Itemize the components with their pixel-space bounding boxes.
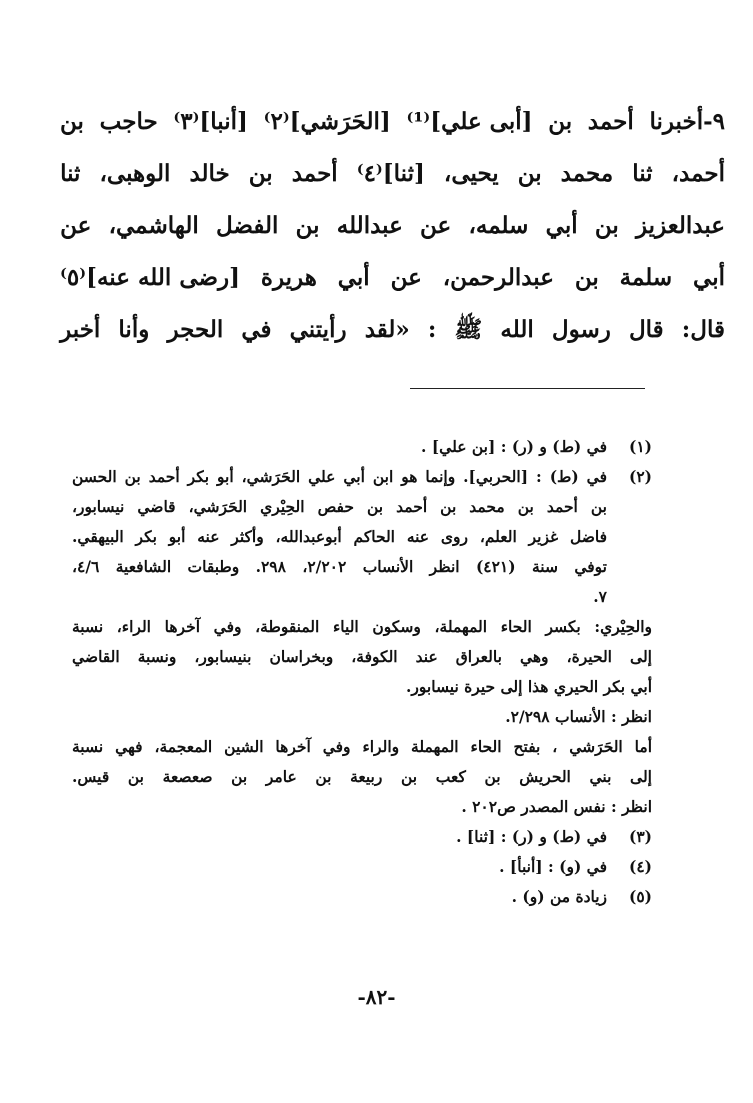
word: بن xyxy=(248,160,273,187)
text-line-rest xyxy=(60,96,703,148)
word: سلمه، xyxy=(468,212,529,239)
footnote-line: إلى بني الحريش بن كعب بن ربيعة بن عامر بن صعصعة بن قيس. xyxy=(72,767,652,786)
footnote-body xyxy=(72,822,607,852)
footnote-line: ٧. xyxy=(593,587,607,606)
word: أبي xyxy=(693,264,725,291)
word: عن xyxy=(390,264,422,291)
hadith-number: ٩- xyxy=(703,108,725,135)
footnote-line: انظر : نفس المصدر ص٢٠٢ . xyxy=(461,797,652,816)
footnote-number: (٢) xyxy=(628,467,652,486)
word: وأنا xyxy=(118,316,150,343)
word: ثنا xyxy=(632,160,653,187)
word: الحجر xyxy=(167,316,224,343)
footnote xyxy=(72,462,652,822)
hadith-text xyxy=(60,96,725,356)
word: يحيى، xyxy=(443,160,499,187)
word: حاجب xyxy=(99,108,158,135)
word: سلمة xyxy=(619,264,673,291)
footnote-number: (٣) xyxy=(628,827,652,846)
footnote-body xyxy=(72,432,607,462)
footnote-line: إلى الحيرة، وهي بالعراق عند الكوفة، وبخراسان بنيسابور، ونسبة القاضي xyxy=(72,647,652,666)
footnote-separator xyxy=(410,388,645,389)
footnote-line: انظر : الأنساب ٢/٢٩٨. xyxy=(505,707,652,726)
footnote-line: والحِيْري: بكسر الحاء المهملة، وسكون الياء المنقوطة، وفي آخرها الراء، نسبة xyxy=(72,617,652,636)
footnote xyxy=(72,882,652,912)
footnote-line: في (و) : [أنبأ] . xyxy=(499,857,607,876)
footnote-line: في (ط) : [الحربي]. وإنما هو ابن أبي علي الحَرَشي، أبو بكر أحمد بن الحسن xyxy=(72,467,607,486)
word: عبدالله xyxy=(336,212,403,239)
word: أبي xyxy=(337,264,370,291)
footnote-paragraph xyxy=(72,612,652,732)
footnote-number: (٥) xyxy=(628,887,652,906)
word: في xyxy=(241,316,272,343)
footnote-line: فاضل غزير العلم، روى عنه الحاكم أبوعبدالله، وأكثر عنه أبو بكر البيهقي. xyxy=(72,527,607,546)
word: رأيتني xyxy=(289,316,347,343)
word: [ثنا]⁽٤⁾ xyxy=(356,160,425,187)
word: أخبرنا xyxy=(649,108,704,135)
word: أحمد xyxy=(587,108,634,135)
word: رسول xyxy=(551,316,611,343)
word: ﷺ xyxy=(454,316,483,343)
word: عبدالرحمن، xyxy=(442,264,554,291)
footnote-line: في (ط) و (ر) : [بن علي] . xyxy=(421,437,607,456)
word: ثنا xyxy=(60,160,81,187)
word: الوهبى، xyxy=(99,160,171,187)
footnote-line: توفي سنة (٤٢١) انظر الأنساب ٢/٢٠٢، ٢٩٨. وطبقات الشافعية ٤/٦، xyxy=(72,557,607,576)
text-line xyxy=(60,96,725,148)
footnote-line: أما الحَرَشي ، بفتح الحاء المهملة والراء وفي آخرها الشين المعجمة، فهي نسبة xyxy=(72,737,652,756)
word: هريرة xyxy=(260,264,317,291)
footnote-line: بن أحمد بن محمد بن أحمد بن حفص الحِيْري الحَرَشي، قاضي نيسابور، xyxy=(72,497,607,516)
footnote-number: (٤) xyxy=(628,857,652,876)
footnote-paragraph xyxy=(72,732,652,822)
text-line xyxy=(60,304,725,356)
word: بن xyxy=(60,108,84,135)
footnote xyxy=(72,822,652,852)
word: قال xyxy=(628,316,664,343)
page-number: -٨٢- xyxy=(357,985,396,1009)
word: [أنبا]⁽٣⁾ xyxy=(173,108,248,135)
word: بن xyxy=(594,212,619,239)
word: : xyxy=(427,316,437,343)
footnote xyxy=(72,852,652,882)
word: «لقد xyxy=(364,316,410,343)
word: الهاشمي، xyxy=(108,212,199,239)
word: [الحَرَشي]⁽٢⁾ xyxy=(263,108,391,135)
footnotes xyxy=(72,432,652,912)
word: [أبى علي]⁽¹⁾ xyxy=(406,108,533,135)
footnote-line: في (ط) و (ر) : [ثنا] . xyxy=(456,827,607,846)
footnote-line: زيادة من (و) . xyxy=(511,887,607,906)
word: الله xyxy=(500,316,534,343)
word: خالد xyxy=(189,160,230,187)
footnote-body xyxy=(72,882,607,912)
text-line xyxy=(60,200,725,252)
text-line xyxy=(60,148,725,200)
word: عن xyxy=(420,212,452,239)
footnote-number: (١) xyxy=(628,437,652,456)
word: بن xyxy=(548,108,573,135)
word: أخبر xyxy=(60,316,101,343)
footnote-body xyxy=(72,462,652,822)
word: أحمد، xyxy=(671,160,725,187)
word: أحمد xyxy=(291,160,338,187)
word: بن xyxy=(574,264,599,291)
word: [رضى الله عنه]⁽٥⁾ xyxy=(60,264,241,291)
word: أبي xyxy=(545,212,578,239)
word: بن xyxy=(517,160,542,187)
footnote xyxy=(72,432,652,462)
text-line xyxy=(60,252,725,304)
word: بن xyxy=(295,212,320,239)
word: عبدالعزيز xyxy=(635,212,725,239)
word: الفضل xyxy=(215,212,279,239)
footnote-line: أبي بكر الحيري هذا إلى حيرة نيسابور. xyxy=(406,677,652,696)
footnote-body xyxy=(72,852,607,882)
word: عن xyxy=(60,212,92,239)
word: قال: xyxy=(681,316,725,343)
word: محمد xyxy=(560,160,614,187)
